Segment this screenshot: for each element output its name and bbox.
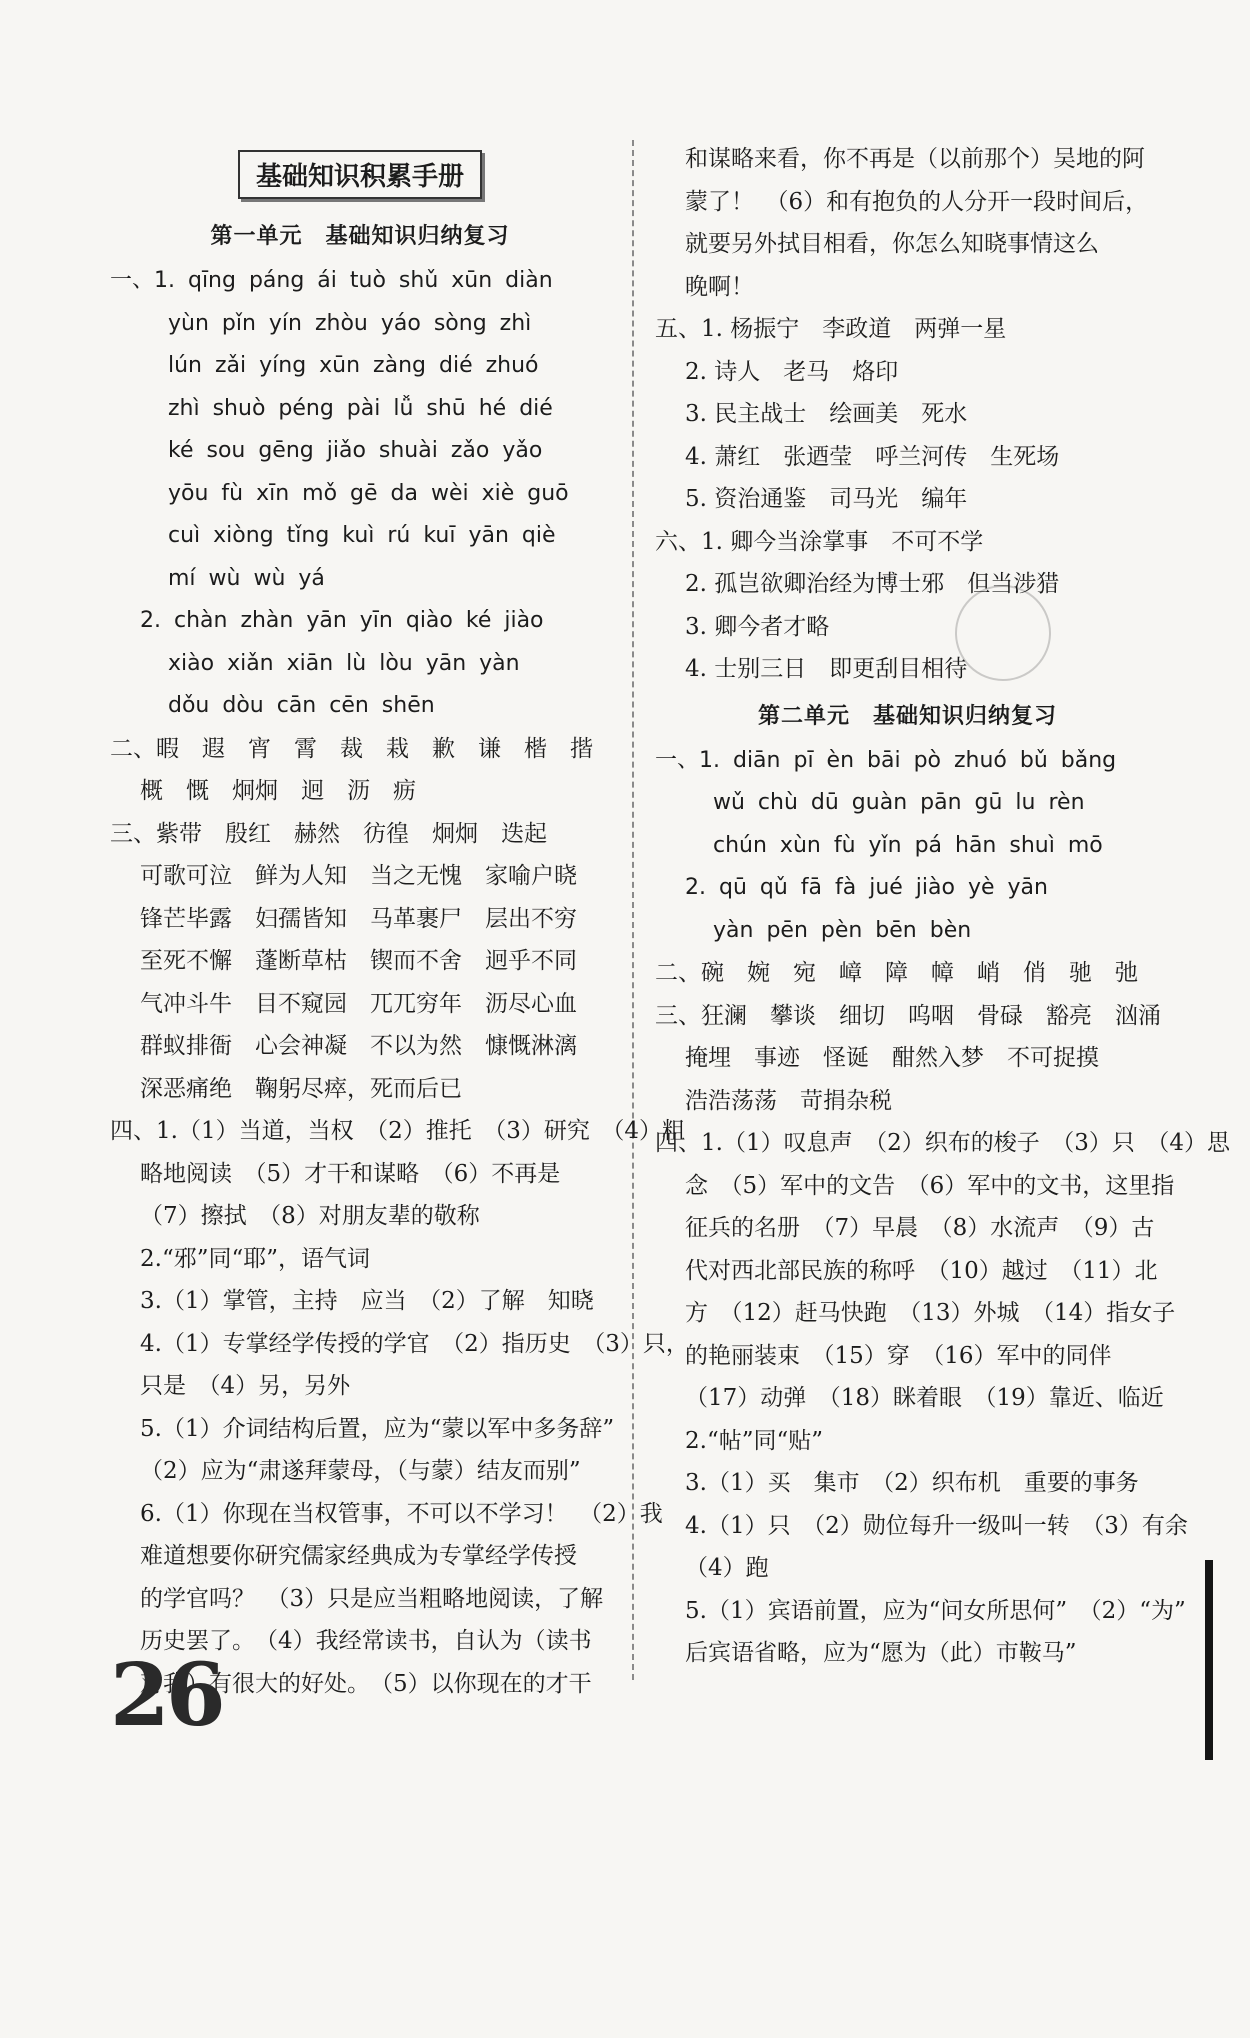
text-line: 2.“邪”同“耶”，语气词 xyxy=(140,1245,370,1272)
text-line: 2.“帖”同“贴” xyxy=(685,1427,823,1454)
text-line: wǔ chù dū guàn pān gū lu rèn xyxy=(713,790,1085,815)
text-line: 群蚁排衙 心会神凝 不以为然 慷慨淋漓 xyxy=(140,1033,577,1059)
text-line: dǒu dòu cān cēn shēn xyxy=(168,693,435,718)
text-line: 一、1. qīng páng ái tuò shǔ xūn diàn xyxy=(110,268,553,293)
left-column xyxy=(110,140,689,1705)
text-line: 难道想要你研究儒家经典成为专掌经学传授 xyxy=(140,1543,577,1569)
text-line: （17）动弹 （18）眯着眼 （19）靠近、临近 xyxy=(685,1385,1164,1411)
text-line: 方 （12）赶马快跑 （13）外城 （14）指女子 xyxy=(685,1300,1176,1326)
text-line: 4. 萧红 张迺莹 呼兰河传 生死场 xyxy=(685,443,1060,470)
text-line: （2）应为“肃遂拜蒙母，（与蒙）结友而别” xyxy=(140,1458,581,1484)
text-line: 只是 （4）另，另外 xyxy=(140,1373,351,1399)
text-line: 对我）有很大的好处。 （5）以你现在的才干 xyxy=(140,1670,592,1697)
text-line: 的艳丽装束 （15）穿 （16）军中的同伴 xyxy=(685,1342,1112,1369)
text-line: 后宾语省略，应为“愿为（此）市鞍马” xyxy=(685,1640,1077,1666)
text-line: 五、1. 杨振宁 李政道 两弹一星 xyxy=(655,316,1007,342)
text-line: 3.（1）掌管，主持 应当 （2）了解 知晓 xyxy=(140,1288,594,1314)
text-line: 三、紫带 殷红 赫然 彷徨 炯炯 迭起 xyxy=(110,820,547,847)
text-line: 气冲斗牛 目不窥园 兀兀穷年 沥尽心血 xyxy=(140,990,577,1017)
text-line: 至死不懈 蓬断草枯 锲而不舍 迥乎不同 xyxy=(140,948,577,974)
text-line: cuì xiòng tǐng kuì rú kuī yān qiè xyxy=(168,523,556,548)
text-line: 5.（1）介词结构后置，应为“蒙以军中多务辞” xyxy=(140,1415,615,1442)
text-line: 代对西北部民族的称呼 （10）越过 （11）北 xyxy=(685,1257,1158,1284)
text-line: （7）擦拭 （8）对朋友辈的敬称 xyxy=(140,1203,480,1229)
text-line: 4.（1）专掌经学传授的学官 （2）指历史 （3）只， xyxy=(140,1330,689,1357)
text-line: mí wù wù yá xyxy=(168,565,325,591)
text-line: 二、碗 婉 宛 嶂 障 幛 峭 俏 驰 弛 xyxy=(655,960,1138,986)
text-line: 二、暇 遐 宵 霄 裁 栽 歉 谦 楷 揩 xyxy=(110,735,593,762)
edge-bar xyxy=(1205,1560,1213,1760)
text-line: 掩埋 事迹 怪诞 酣然入梦 不可捉摸 xyxy=(685,1045,1099,1071)
text-line: 2. qū qǔ fā fà jué jiào yè yān xyxy=(685,875,1048,900)
text-line: 2. 诗人 老马 烙印 xyxy=(685,358,899,385)
text-line: 略地阅读 （5）才干和谋略 （6）不再是 xyxy=(140,1160,561,1187)
text-line: 晚啊！ xyxy=(685,273,754,300)
text-line: 念 （5）军中的文告 （6）军中的文书，这里指 xyxy=(685,1172,1175,1199)
text-line: 6.（1）你现在当权管事，不可以不学习！ （2）我 xyxy=(140,1500,663,1527)
page-number: 26 xyxy=(110,1645,222,1746)
text-line: 4.（1）只 （2）勋位每升一级叫一转 （3）有余 xyxy=(685,1512,1188,1539)
unit2-title: 第二单元 基础知识归纳复习 xyxy=(757,702,1057,729)
text-line: 2. chàn zhàn yān yīn qiào ké jiào xyxy=(140,608,544,633)
text-line: 3. 卿今者才略 xyxy=(685,613,830,640)
text-line: 的学官吗？ （3）只是应当粗略地阅读，了解 xyxy=(140,1585,604,1612)
text-line: 5.（1）宾语前置，应为“问女所思何” （2）“为” xyxy=(685,1597,1186,1624)
text-line: 蒙了！ （6）和有抱负的人分开一段时间后， xyxy=(685,188,1149,215)
text-line: 5. 资治通鉴 司马光 编年 xyxy=(685,486,968,512)
text-line: 三、狂澜 攀谈 细切 呜咽 骨碌 豁亮 汹涌 xyxy=(655,1002,1161,1029)
text-line: yàn pēn pèn bēn bèn xyxy=(713,917,972,943)
unit1-title: 第一单元 基础知识归纳复习 xyxy=(210,223,510,249)
text-line: 深恶痛绝 鞠躬尽瘁，死而后已 xyxy=(140,1075,462,1102)
text-line: 六、1. 卿今当涂掌事 不可不学 xyxy=(655,528,984,555)
stamp-mark xyxy=(955,585,1051,681)
text-line: 就要另外拭目相看，你怎么知晓事情这么 xyxy=(685,231,1099,257)
text-line: xiào xiǎn xiān lù lòu yān yàn xyxy=(168,650,520,676)
text-line: yùn pǐn yín zhòu yáo sòng zhì xyxy=(168,310,532,336)
text-line: （4）跑 xyxy=(685,1555,769,1581)
page-title: 基础知识积累手册 xyxy=(238,150,482,199)
right-column xyxy=(655,138,1230,1675)
text-line: lún zǎi yíng xūn zàng dié zhuó xyxy=(168,353,539,378)
text-line: 历史罢了。 （4）我经常读书，自认为（读书 xyxy=(140,1628,592,1654)
text-line: 浩浩荡荡 苛捐杂税 xyxy=(685,1087,892,1114)
text-line: 3. 民主战士 绘画美 死水 xyxy=(685,401,968,427)
text-line: 四、1.（1）当道，当权 （2）推托 （3）研究 （4）粗 xyxy=(110,1118,685,1144)
text-line: 征兵的名册 （7）早晨 （8）水流声 （9）古 xyxy=(685,1215,1155,1241)
text-line: 四、1.（1）叹息声 （2）织布的梭子 （3）只 （4）思 xyxy=(655,1130,1230,1156)
text-line: 一、1. diān pī èn bāi pò zhuó bǔ bǎng xyxy=(655,747,1117,773)
text-line: yōu fù xīn mǒ gē da wèi xiè guō xyxy=(168,480,569,506)
text-line: chún xùn fù yǐn pá hān shuì mō xyxy=(713,832,1103,858)
text-line: 4. 士别三日 即更刮目相待 xyxy=(685,656,968,682)
column-divider xyxy=(632,140,634,1680)
text-line: 概 慨 炯炯 迥 沥 疬 xyxy=(140,778,416,804)
text-line: 3.（1）买 集市 （2）织布机 重要的事务 xyxy=(685,1470,1139,1496)
text-line: 可歌可泣 鲜为人知 当之无愧 家喻户晓 xyxy=(140,863,577,889)
text-line: 和谋略来看，你不再是（以前那个）吴地的阿 xyxy=(685,146,1145,172)
text-line: 2. 孤岂欲卿治经为博士邪 但当涉猎 xyxy=(685,571,1060,597)
text-line: ké sou gēng jiǎo shuài zǎo yǎo xyxy=(168,438,543,463)
text-line: 锋芒毕露 妇孺皆知 马革裹尸 层出不穷 xyxy=(140,905,577,932)
text-line: zhì shuò péng pài lǚ shū hé dié xyxy=(168,395,553,421)
